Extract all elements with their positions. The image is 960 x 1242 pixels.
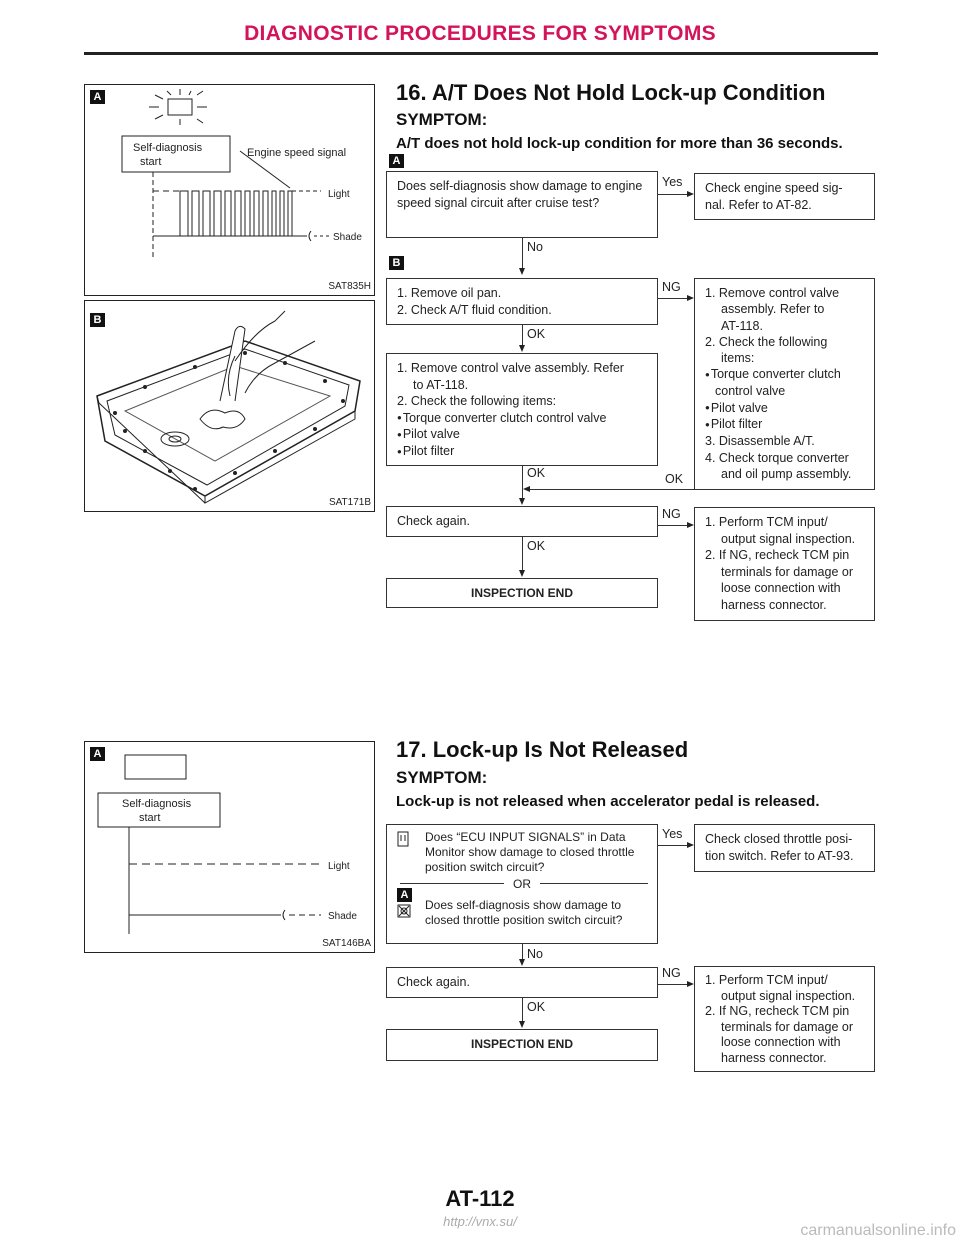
ngbox2-l2c: loose connection with <box>721 581 841 595</box>
fig3-self-diagnosis: Self-diagnosis <box>122 798 192 810</box>
ngbox2-l2b: terminals for damage or <box>721 564 854 579</box>
watermark: carmanualsonline.info <box>800 1222 956 1239</box>
data-monitor-icon <box>396 831 410 847</box>
s16-step1-l1: 1. Remove oil pan. <box>397 286 502 300</box>
fig3-shade: Shade <box>328 911 357 922</box>
s17-ngbox-l2d: harness connector. <box>721 1050 827 1065</box>
s17-ng-box <box>694 966 875 1072</box>
s17-yes-text: Check closed throttle posi- tion switch. Refer to AT-93. <box>705 832 854 863</box>
s17-ngbox-l2: 2. If NG, recheck TCM pin <box>705 1004 850 1018</box>
ngbox1-b2: Pilot valve <box>710 400 768 415</box>
s17-ng-label: NG <box>662 966 681 980</box>
s16-ok1-label: OK <box>527 327 546 341</box>
s17-inspection-end-text: INSPECTION END <box>470 1037 573 1051</box>
s17-or-right-line <box>540 883 648 884</box>
ngbox1-b3: Pilot filter <box>710 417 763 432</box>
s16-yes-arrow <box>687 191 694 197</box>
footer-url[interactable]: http://vnx.su/ <box>443 1214 517 1229</box>
fig2-caption: SAT171B <box>328 497 371 508</box>
s16-yes-line <box>658 194 687 195</box>
s16-yes-label: Yes <box>662 175 683 189</box>
s16-ok1-line <box>522 325 523 345</box>
s16-ok-right-label: OK <box>665 472 684 486</box>
s16-inspection-end <box>386 578 658 608</box>
ngbox1-l3: 3. Disassemble A/T. <box>705 434 815 449</box>
s17-question-b: Does self-diagnosis show damage to closed throttle position switch circuit? <box>425 898 623 927</box>
s16-question-text: Does self-diagnosis show damage to engine speed signal circuit after cruise test? <box>397 179 643 210</box>
lockup-signal-diagram <box>85 742 374 952</box>
s16-ok2-label: OK <box>527 466 546 480</box>
s17-no-label: No <box>527 947 543 961</box>
ngbox2-l2: 2. If NG, recheck TCM pin <box>705 548 850 562</box>
s17-question-box <box>386 824 658 944</box>
tag-a: A <box>90 90 105 104</box>
s16-return-line <box>530 489 694 490</box>
figure-oil-pan <box>84 300 375 512</box>
s16-step2-l2: 2. Check the following items: <box>397 394 557 408</box>
fig1-caption: SAT835H <box>328 281 371 292</box>
s16-ng1-arrow <box>687 295 694 301</box>
s16-ng1-label: NG <box>662 280 681 294</box>
ngbox2-l2d: harness connector. <box>721 597 827 612</box>
ngbox1-l2: 2. Check the following <box>705 334 828 349</box>
fig1-shade: Shade <box>333 232 362 243</box>
ngbox2-l1: 1. Perform TCM input/ <box>705 515 828 529</box>
s17-ng-arrow <box>687 981 694 987</box>
s17-ok-label: OK <box>527 1000 546 1014</box>
oil-pan-illustration <box>85 301 374 511</box>
s16-yes-box <box>694 173 875 220</box>
s16-check-again-box <box>386 506 658 537</box>
s16-ng2-label: NG <box>662 507 681 521</box>
s16-ok2-line <box>522 466 523 498</box>
s16-step1-l2: 2. Check A/T fluid condition. <box>397 302 552 317</box>
s16-ok3-line <box>522 537 523 570</box>
figure-engine-speed-signal <box>84 84 375 296</box>
s16-no-label: No <box>527 240 543 254</box>
section16-title: 16. A/T Does Not Hold Lock-up Condition <box>396 80 826 105</box>
s17-ngbox-l1b: output signal inspection. <box>721 988 856 1003</box>
tag-b-16: B <box>389 256 404 270</box>
engine-speed-diagram <box>85 85 374 295</box>
s16-ng-box1 <box>694 278 875 490</box>
section17-title: 17. Lock-up Is Not Released <box>396 737 689 762</box>
fig1-engine-speed: Engine speed signal <box>247 147 347 159</box>
s17-yes-box <box>694 824 875 872</box>
ngbox1-l1: 1. Remove control valve <box>705 286 840 300</box>
tag-a-fig3: A <box>90 747 105 761</box>
s17-check-again-box <box>386 967 658 998</box>
s17-yes-label: Yes <box>662 827 683 841</box>
ngbox1-l4b: and oil pump assembly. <box>721 466 852 481</box>
section17-symptom-label: SYMPTOM: <box>396 768 488 787</box>
ngbox1-l2b: items: <box>721 351 755 366</box>
s16-ng2-arrow <box>687 522 694 528</box>
s16-no-arrow <box>519 268 525 275</box>
s16-no-line <box>522 238 523 268</box>
s17-ngbox-l2b: terminals for damage or <box>721 1019 854 1034</box>
s16-step2-l1b: to AT-118. <box>413 377 469 392</box>
s16-ok1-arrow <box>519 345 525 352</box>
section17-symptom: Lock-up is not released when accelerator pedal is released. <box>396 793 820 810</box>
tag-a-16: A <box>389 154 404 168</box>
s16-ng-box2 <box>694 507 875 621</box>
s16-step2-b1: Torque converter clutch control valve <box>402 410 607 425</box>
fig1-start: start <box>140 156 162 168</box>
s16-step2-l1: 1. Remove control valve assembly. Refer <box>397 361 624 375</box>
s17-question-a: Does “ECU INPUT SIGNALS” in Data Monitor show damage to closed throttle position switch circuit? <box>425 830 635 874</box>
section16-symptom-label: SYMPTOM: <box>396 110 488 129</box>
s16-step2-b2: Pilot valve <box>402 427 460 442</box>
s17-ngbox-l1: 1. Perform TCM input/ <box>705 973 828 987</box>
fig3-light: Light <box>328 861 350 872</box>
s16-ok2-arrow <box>519 498 525 505</box>
fig1-light: Light <box>328 189 350 200</box>
figure-lockup-signal <box>84 741 375 953</box>
s17-yes-line <box>658 845 687 846</box>
s17-yes-arrow <box>687 842 694 848</box>
page-number: AT-112 <box>445 1186 515 1211</box>
s17-check-again: Check again. <box>397 975 470 989</box>
s17-ngbox-l2c: loose connection with <box>721 1035 841 1049</box>
s17-no-arrow <box>519 959 525 966</box>
s17-inspection-end <box>386 1029 658 1061</box>
s16-ok3-label: OK <box>527 539 546 553</box>
s16-yes-text: Check engine speed sig- nal. Refer to AT-82. <box>705 181 843 212</box>
ngbox1-b1b: control valve <box>715 384 786 399</box>
section16-symptom: A/T does not hold lock-up condition for more than 36 seconds. <box>396 135 843 152</box>
s16-ng2-line <box>658 525 687 526</box>
s17-or-left-line <box>400 883 504 884</box>
page-header: DIAGNOSTIC PROCEDURES FOR SYMPTOMS <box>244 22 716 45</box>
fig3-caption: SAT146BA <box>322 938 371 949</box>
s16-step2-b3: Pilot filter <box>402 444 455 459</box>
ngbox1-l1b: assembly. Refer to <box>721 302 825 317</box>
s16-inspection-end-text: INSPECTION END <box>470 586 573 600</box>
s16-step1-box <box>386 278 658 325</box>
ngbox1-l4: 4. Check torque converter <box>705 450 849 465</box>
s16-ng1-line <box>658 298 687 299</box>
tag-a-17: A <box>397 888 412 902</box>
ngbox1-b1: Torque converter clutch <box>710 367 841 382</box>
s16-check-again: Check again. <box>397 514 470 528</box>
ngbox2-l1b: output signal inspection. <box>721 531 856 546</box>
s16-question-box <box>386 171 658 238</box>
s17-ng-line <box>658 984 687 985</box>
fig1-self-diagnosis: Self-diagnosis <box>133 142 203 154</box>
ngbox1-l1c: AT-118. <box>721 318 763 333</box>
fig3-start: start <box>139 812 161 824</box>
s16-return-arrow <box>523 486 530 492</box>
s16-ok3-arrow <box>519 570 525 577</box>
s17-or: OR <box>513 877 531 891</box>
s17-no-line <box>522 944 523 959</box>
self-diagnosis-icon <box>396 903 412 919</box>
s17-ok-arrow <box>519 1021 525 1028</box>
s17-ok-line <box>522 998 523 1021</box>
s16-step2-box <box>386 353 658 466</box>
tag-b: B <box>90 313 105 327</box>
header-rule <box>84 52 878 55</box>
